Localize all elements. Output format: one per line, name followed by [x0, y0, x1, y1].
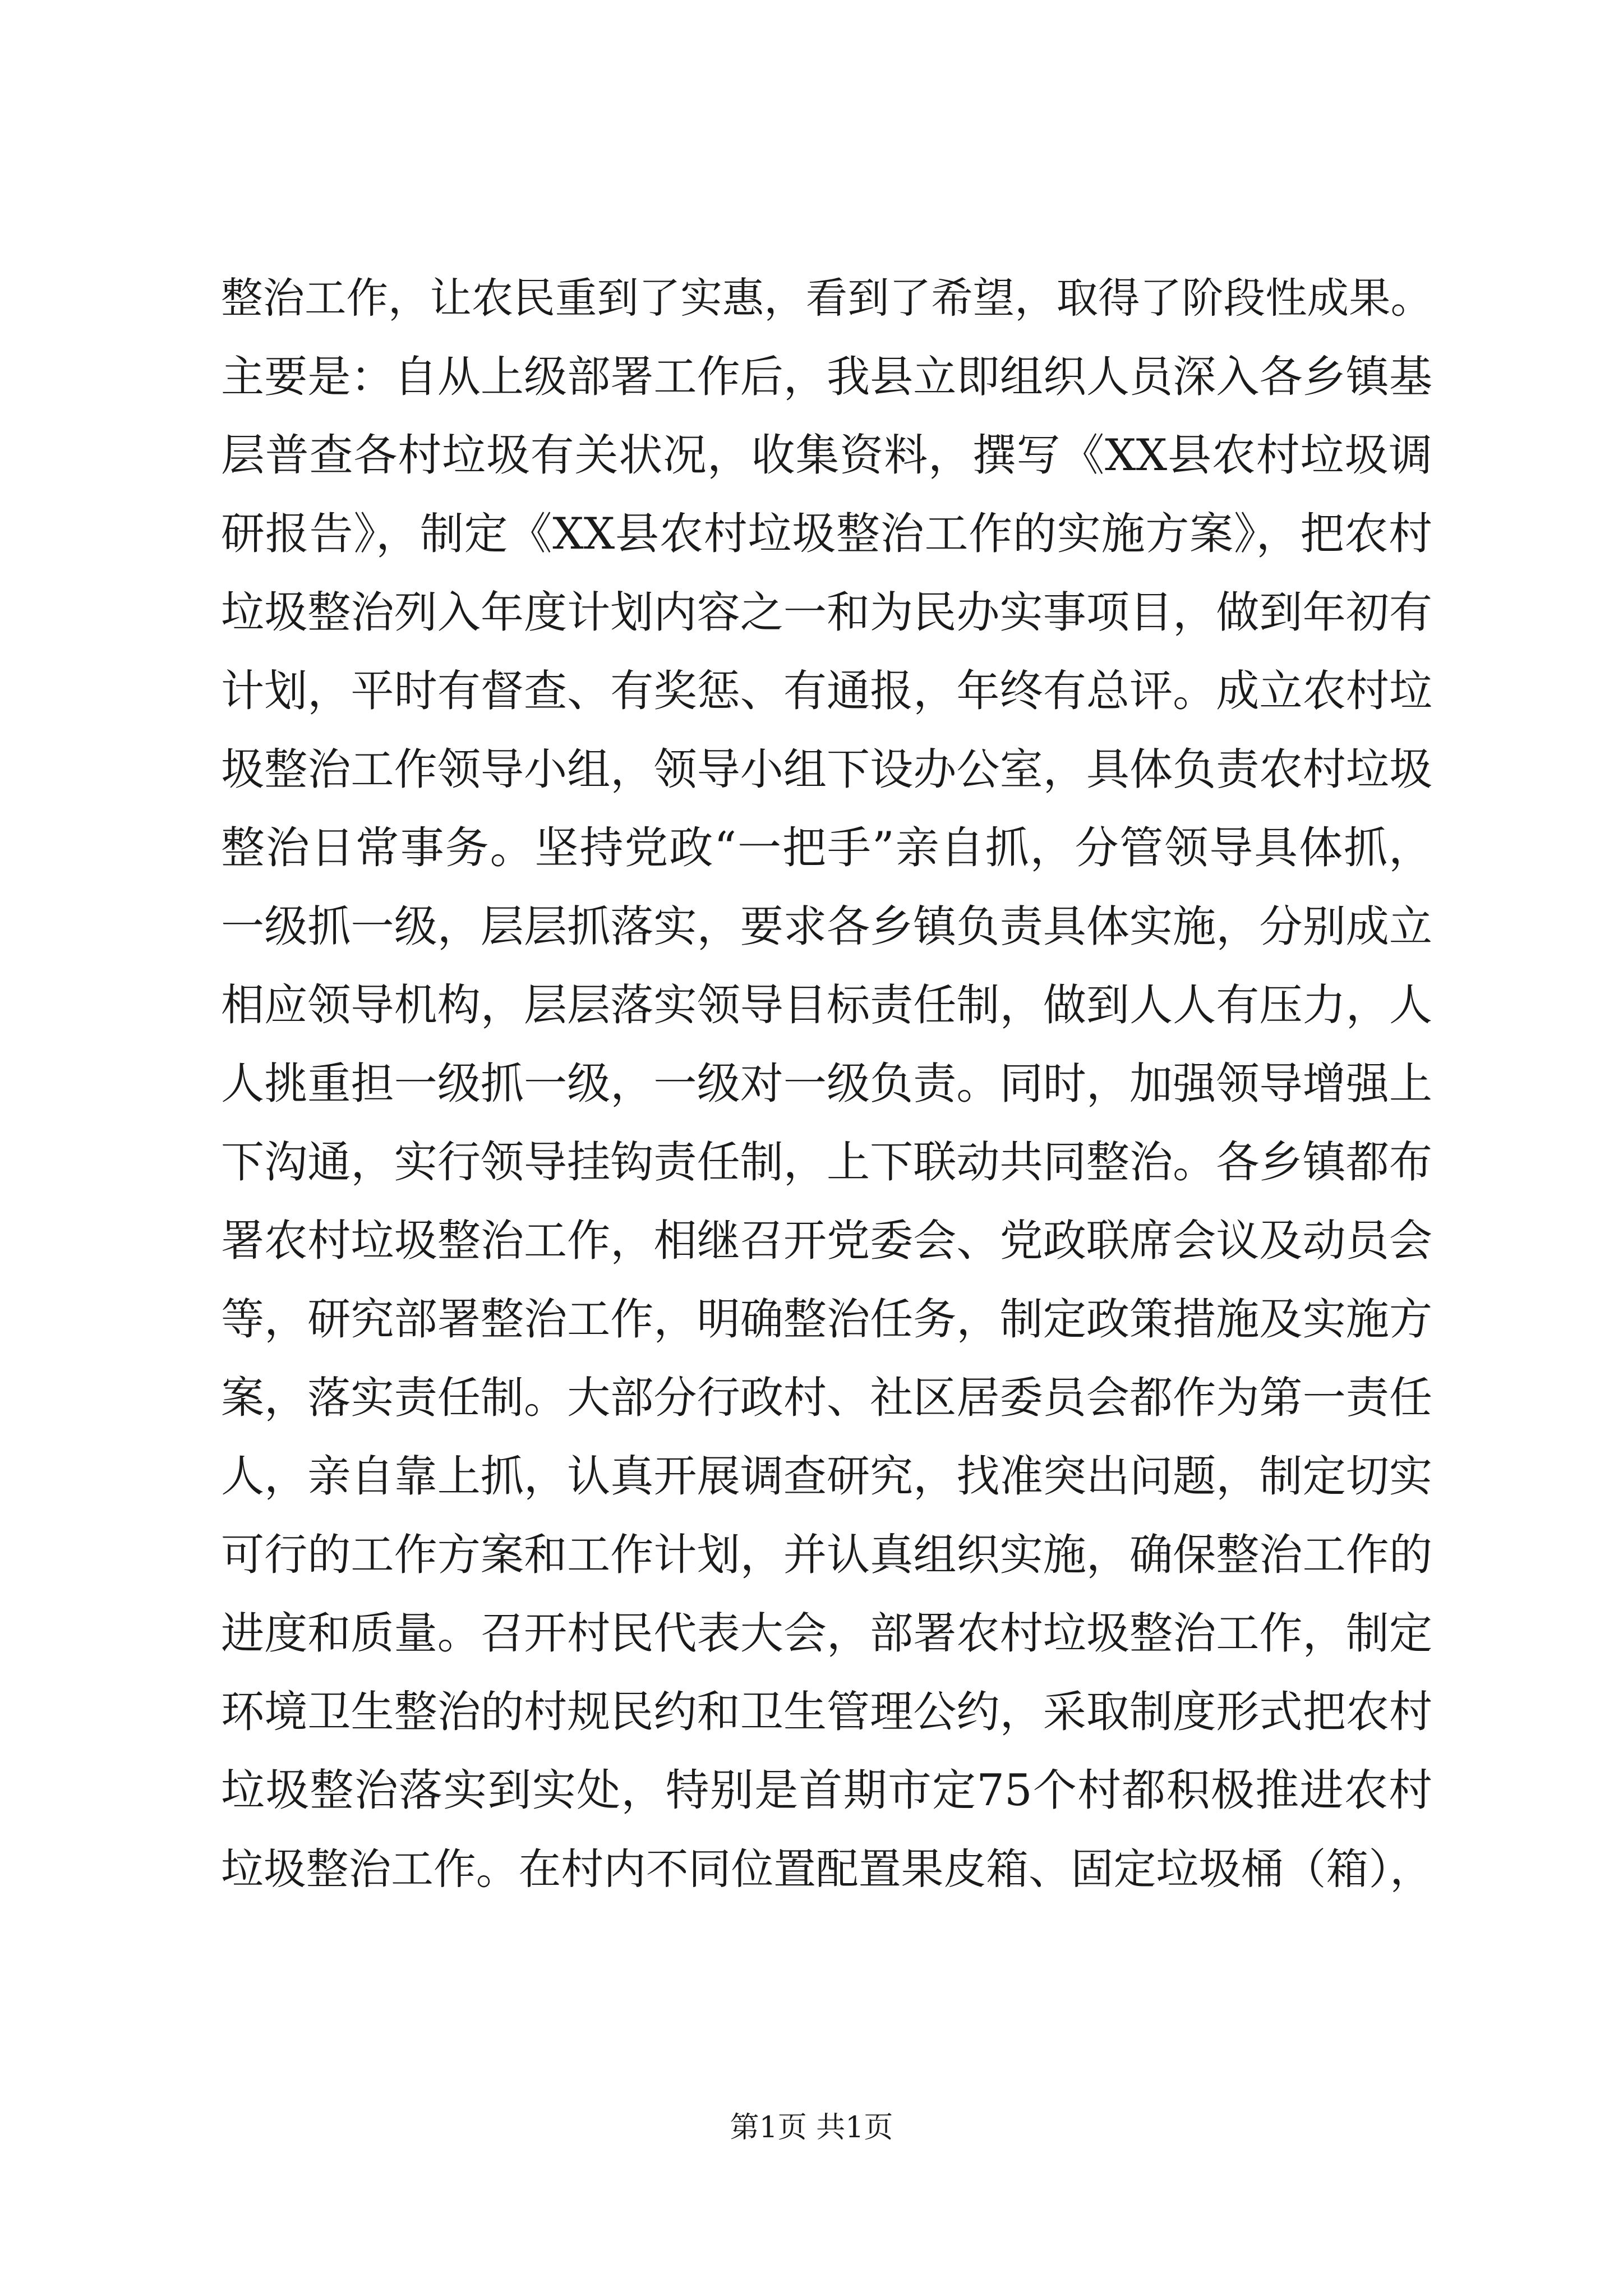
body-paragraph: [221, 259, 1432, 1908]
text-line: 整治日常事务。坚持党政“一把手”亲自抓，分管领导具体抓，: [221, 823, 1432, 873]
text-line: 环境卫生整治的村规民约和卫生管理公约，采取制度形式把农村: [221, 1687, 1432, 1737]
text-line: 一级抓一级，层层抓落实，要求各乡镇负责具体实施，分别成立: [221, 901, 1432, 952]
text-line: 下沟通，实行领导挂钩责任制，上下联动共同整治。各乡镇都布: [221, 1137, 1432, 1188]
text-line: 垃圾整治列入年度计划内容之一和为民办实事项目，做到年初有: [221, 587, 1432, 638]
text-line: 垃圾整治工作。在村内不同位置配置果皮箱、固定垃圾桶（箱），: [221, 1844, 1432, 1894]
text-line: 可行的工作方案和工作计划，并认真组织实施，确保整治工作的: [221, 1530, 1432, 1580]
text-line: 人，亲自靠上抓，认真开展调查研究，找准突出问题，制定切实: [221, 1451, 1432, 1502]
page-number-label: 第1页 共1页: [730, 2111, 893, 2145]
text-line: 主要是：自从上级部署工作后，我县立即组织人员深入各乡镇基: [221, 352, 1432, 402]
text-line: 研报告》，制定《XX县农村垃圾整治工作的实施方案》，把农村: [221, 509, 1432, 559]
text-line: 署农村垃圾整治工作，相继召开党委会、党政联席会议及动员会: [221, 1216, 1432, 1266]
text-line: 计划，平时有督查、有奖惩、有通报，年终有总评。成立农村垃: [221, 666, 1432, 716]
text-line: 相应领导机构，层层落实领导目标责任制，做到人人有压力，人: [221, 980, 1432, 1030]
text-line: 垃圾整治落实到实处，特别是首期市定75个村都积极推进农村: [221, 1765, 1432, 1816]
text-line: 整治工作，让农民重到了实惠，看到了希望，取得了阶段性成果。: [221, 274, 1432, 323]
text-line: 人挑重担一级抓一级，一级对一级负责。同时，加强领导增强上: [221, 1059, 1432, 1109]
text-line: 等，研究部署整治工作，明确整治任务，制定政策措施及实施方: [221, 1294, 1432, 1345]
text-line: 层普查各村垃圾有关状况，收集资料，撰写《XX县农村垃圾调: [221, 430, 1432, 481]
text-line: 案，落实责任制。大部分行政村、社区居委员会都作为第一责任: [221, 1373, 1432, 1423]
page-footer: [0, 2108, 1623, 2147]
text-line: 圾整治工作领导小组，领导小组下设办公室，具体负责农村垃圾: [221, 744, 1432, 795]
text-line: 进度和质量。召开村民代表大会，部署农村垃圾整治工作，制定: [221, 1608, 1432, 1659]
